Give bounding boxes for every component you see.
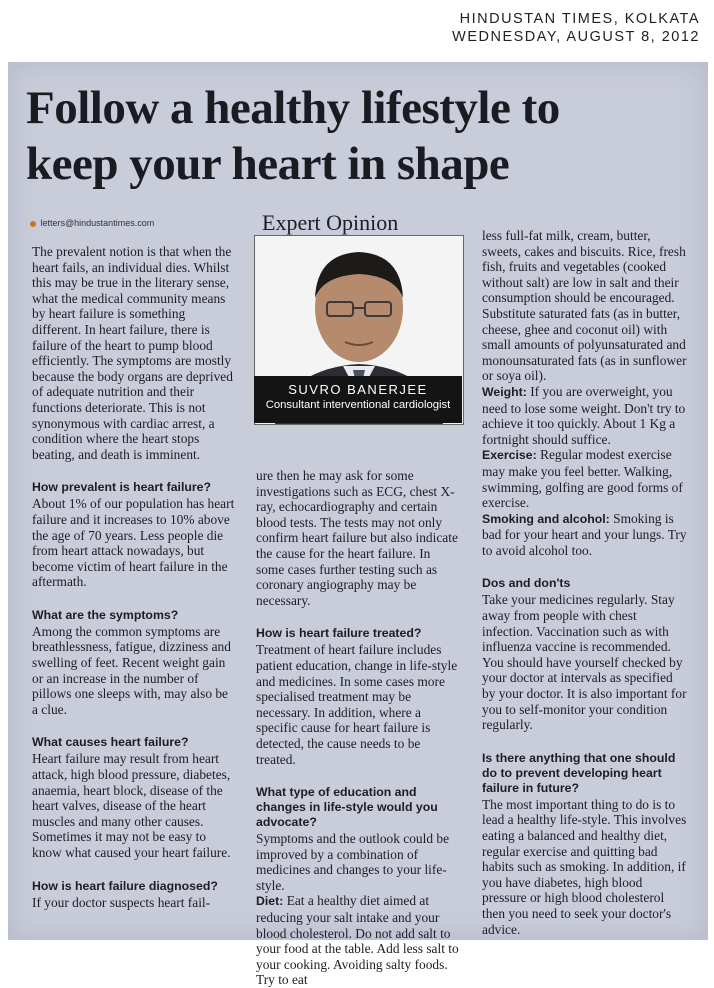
expert-name: SUVRO BANERJEE — [288, 382, 428, 397]
headline-line-2: keep your heart in shape — [26, 138, 510, 190]
paragraph-dos: Take your medicines regularly. Stay away from people with chest infection. Vaccination such as with influenza vaccine is recommended. You should have yourself checked by your doctor at intervals as specified by your doctor. It is also important for you to self-monitor your condition regularly. — [482, 592, 687, 733]
exercise-text: Regular modest exercise may make you feel better. Walking, swimming, golfing are good forms of exercise. — [482, 447, 683, 511]
paragraph-symptoms: Among the common symptoms are breathlessness, fatigue, dizziness and swelling of feet. Recent weight gain or an increase in the number of pillows one sleeps with, may also be a clue. — [32, 623, 231, 717]
article-column-3 — [482, 228, 687, 937]
masthead — [452, 10, 700, 46]
byline-email — [30, 218, 154, 228]
exercise-label: Exercise: — [482, 448, 537, 463]
article-column-2 — [256, 468, 461, 988]
paragraph-diet — [256, 893, 461, 988]
paragraph-prevalent: About 1% of our population has heart failure and it increases to 10% above the age of 70 years. Less people die from heart attack nowadays, but become victim of heart failure in the aftermath. — [32, 496, 235, 590]
paragraph-diagnosed-cont: ure then he may ask for some investigations such as ECG, chest X-ray, echocardiography and certain blood tests. The tests may not only confirm heart failure but also indicate the cause for the heart failure. In some cases further testing such as coronary angiography may be necessary. — [256, 468, 458, 608]
intro-paragraph: The prevalent notion is that when the heart fails, an individual dies. Whilst this may be true in the literary sense, what the medical community means by heart failure is something different. In heart failure, there is failure of the heart to pump blood efficiently. The symptoms are mostly because the body organs are deprived of adequate nutrition and their functions deteriorate. This is not synonymous with cardiac arrest, a condition where the heart stops beating, and death is imminent. — [32, 244, 233, 462]
expert-designation: Consultant interventional cardiologist — [265, 399, 451, 411]
subhead-prevent: Is there anything that one should do to prevent developing heart failure in future? — [482, 750, 676, 795]
headline — [26, 80, 666, 192]
bullet-dot-icon — [30, 221, 36, 227]
paragraph-prevent: The most important thing to do is to lead a healthy life-style. This involves eating a balanced and healthy diet, regular exercise and quitting bad habits such as smoking. In addition, if you have diabetes, high blood pressure or high blood cholesterol then you need to seek your doctor's advice. — [482, 796, 687, 937]
subhead-symptoms: What are the symptoms? — [32, 607, 179, 622]
photo-caption — [254, 376, 462, 423]
paper-name: HINDUSTAN TIMES, KOLKATA — [459, 11, 700, 27]
subhead-prevalent: How prevalent is heart failure? — [32, 480, 212, 495]
weight-text: If you are overweight, you need to lose some weight. Don't try to achieve it too quickly. About 1 Kg a fortnight should suffice. — [482, 383, 686, 447]
subhead-education: What type of education and changes in life-style would you advocate? — [256, 785, 438, 830]
weight-label: Weight: — [482, 384, 527, 399]
subhead-treated: How is heart failure treated? — [256, 626, 422, 641]
paragraph-causes: Heart failure may result from heart attack, high blood pressure, diabetes, anaemia, heart block, disease of the heart valves, disease of the heart muscles and many other causes. Sometimes it may not be easy to know what caused your heart failure. — [32, 751, 231, 860]
paragraph-diagnosed-start: If your doctor suspects heart fail- — [32, 894, 211, 910]
subhead-diagnosed: How is heart failure diagnosed? — [32, 878, 218, 893]
article-column-1 — [32, 244, 237, 910]
publication-date: WEDNESDAY, AUGUST 8, 2012 — [452, 29, 700, 45]
diet-text: Eat a healthy diet aimed at reducing your salt intake and your blood cholesterol. Do not add salt to your food at the table. Add less salt to your cooking. Avoiding salty foods. Try to eat — [256, 893, 459, 988]
paragraph-diet-cont: less full-fat milk, cream, butter, sweets, cakes and biscuits. Rice, fresh fish, fruits and vegetables (cooked without salt) are low in salt and their consumption should be encouraged. Substitute saturated fats (as in butter, cheese, ghee and coconut oil) with small amounts of polyunsaturated and monounsaturated fats (as in sunflower or soya oil). — [482, 228, 687, 384]
paragraph-education: Symptoms and the outlook could be improved by a combination of medicines and changes to your life-style. — [256, 831, 450, 893]
smoking-text: Smoking is bad for your heart and your lungs. Try to avoid alcohol too. — [482, 510, 687, 558]
paragraph-weight — [482, 384, 687, 447]
diet-label: Diet: — [256, 894, 284, 909]
paragraph-smoking — [482, 511, 687, 559]
subhead-causes: What causes heart failure? — [32, 735, 189, 750]
smoking-label: Smoking and alcohol: — [482, 511, 610, 526]
headline-line-1: Follow a healthy lifestyle to — [26, 82, 560, 134]
section-label: Expert Opinion — [262, 210, 399, 235]
paragraph-exercise — [482, 447, 687, 510]
subhead-dos: Dos and don'ts — [482, 576, 571, 591]
paragraph-treated: Treatment of heart failure includes patient education, change in life-style and medicines. In some cases more specialised treatment may be necessary. In addition, where a specific cause for heart failure is detected, the cause needs to be treated. — [256, 642, 458, 767]
email-text: letters@hindustantimes.com — [40, 218, 155, 228]
